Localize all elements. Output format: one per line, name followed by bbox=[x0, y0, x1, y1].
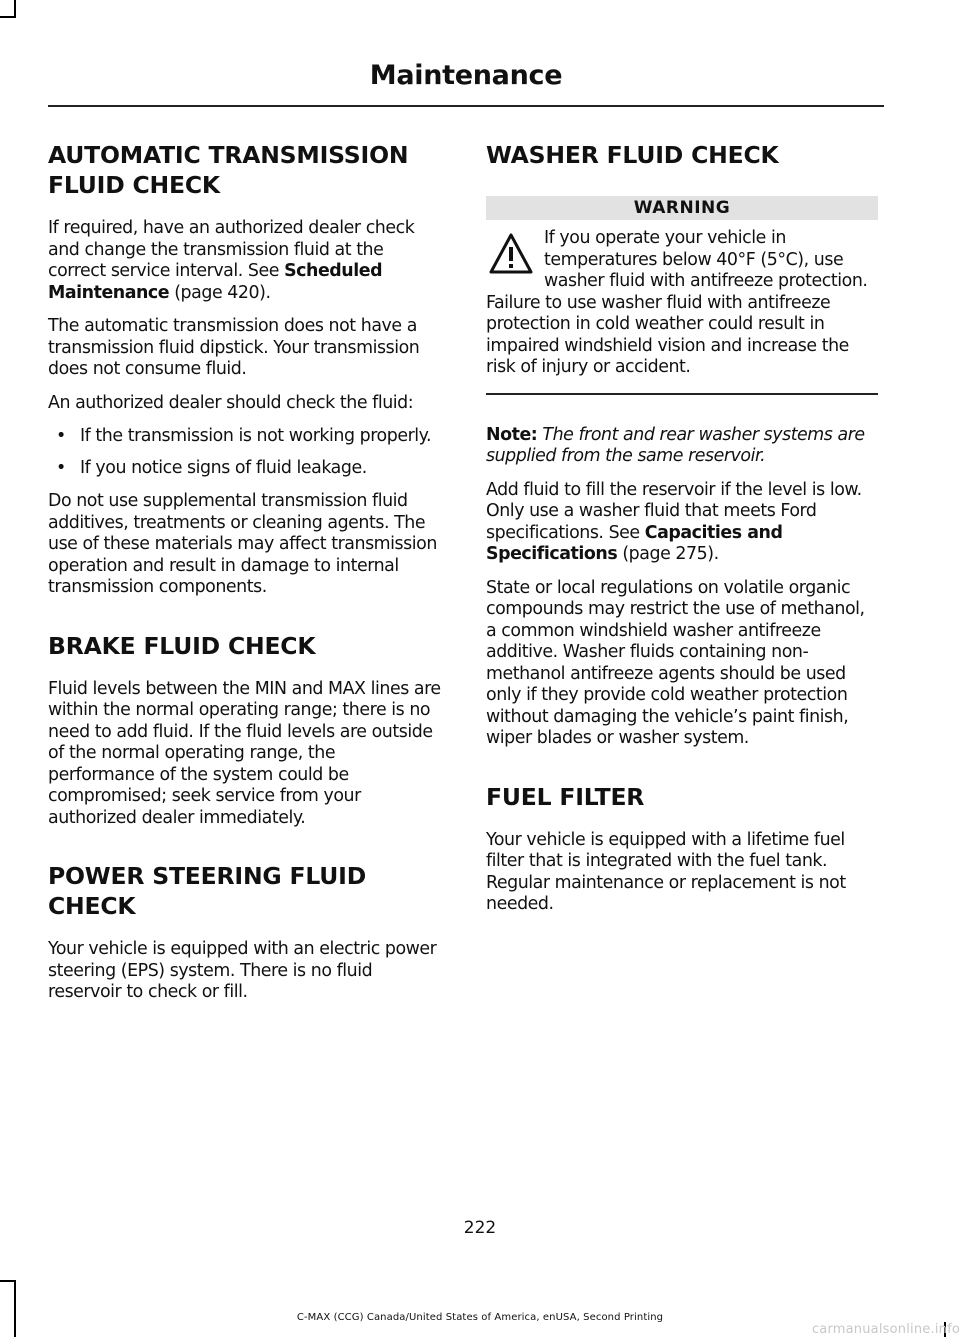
washer-paragraph-2: State or local regulations on volatile organic compounds may restrict the use of methanol, a common windshield washer antifreeze additive. Washer fluids containing non-methanol antifreeze agents should be used only if they provide cold weather protection without damaging the vehicle’s paint finish, wiper blades or washer system. bbox=[486, 577, 865, 748]
list-item bbox=[48, 458, 446, 480]
steering-heading bbox=[48, 861, 446, 921]
capacities-specifications-link[interactable]: Capacities and Specifications bbox=[486, 522, 783, 564]
fuel-filter-paragraph-1: Your vehicle is equipped with a lifetime fuel filter that is integrated with the fuel tank. Regular maintenance or replacement is not needed. bbox=[486, 829, 846, 914]
transmission-heading bbox=[48, 140, 446, 200]
edition-footer: C-MAX (CCG) Canada/United States of America, enUSA, Second Printing bbox=[296, 1312, 664, 1323]
transmission-heading-line2: FLUID CHECK bbox=[48, 171, 220, 199]
section-washer-fluid-check bbox=[486, 140, 878, 750]
transmission-paragraph-2: The automatic transmission does not have a transmission fluid dipstick. Your transmission does not consume fluid. bbox=[48, 316, 420, 379]
section-power-steering-fluid-check bbox=[48, 861, 446, 1004]
bullet-icon: • bbox=[56, 426, 66, 446]
transmission-paragraph-4: Do not use supplemental transmission fluid additives, treatments or cleaning agents. The use of these materials may affect transmission operation and result in damage to internal transmission components. bbox=[48, 491, 437, 597]
list-item-text: If the transmission is not working properly. bbox=[80, 426, 432, 446]
section-gap bbox=[48, 841, 446, 861]
right-column bbox=[486, 140, 878, 928]
steering-heading-line2: CHECK bbox=[48, 892, 136, 920]
section-fuel-filter bbox=[486, 782, 878, 916]
transmission-heading-line1: AUTOMATIC TRANSMISSION bbox=[48, 141, 409, 169]
washer-p1-page: (page 275). bbox=[617, 544, 719, 564]
crop-mark-top-left-horizontal bbox=[0, 16, 16, 18]
page-number: 222 bbox=[463, 1218, 497, 1238]
section-gap bbox=[48, 611, 446, 631]
note-text: The front and rear washer systems are supplied from the same reservoir. bbox=[486, 424, 865, 466]
warning-rule bbox=[486, 393, 878, 395]
transmission-p1-page: (page 420). bbox=[169, 282, 271, 303]
crop-mark-bottom-left-vertical bbox=[14, 1280, 16, 1337]
page-title: Maintenance bbox=[369, 60, 563, 91]
transmission-p1-text: If required, have an authorized dealer check and change the transmission fluid at the correct service interval. See bbox=[48, 218, 415, 281]
list-item bbox=[48, 426, 446, 448]
warning-box bbox=[486, 196, 878, 395]
section-brake-fluid-check bbox=[48, 631, 446, 830]
washer-paragraph-1 bbox=[486, 480, 878, 566]
list-item-text: If you notice signs of fluid leakage. bbox=[80, 457, 367, 478]
section-transmission-fluid-check bbox=[48, 140, 446, 599]
transmission-paragraph-3: An authorized dealer should check the fluid: bbox=[48, 392, 414, 413]
transmission-paragraph-1 bbox=[48, 218, 446, 304]
warning-triangle-icon bbox=[488, 232, 534, 276]
steering-heading-line1: POWER STEERING FLUID bbox=[48, 862, 367, 890]
crop-mark-bottom-left-horizontal bbox=[0, 1280, 16, 1282]
warning-title: WARNING bbox=[486, 196, 878, 220]
washer-note bbox=[486, 425, 878, 468]
bullet-icon: • bbox=[56, 457, 66, 478]
fuel-filter-heading: FUEL FILTER bbox=[486, 782, 645, 811]
washer-heading: WASHER FLUID CHECK bbox=[486, 141, 779, 169]
scheduled-maintenance-link[interactable]: Scheduled Maintenance bbox=[48, 261, 383, 303]
watermark-text: carmanualsonline.info bbox=[811, 1322, 960, 1337]
section-gap bbox=[486, 762, 878, 782]
warning-text: If you operate your vehicle in temperatures below 40°F (5°C), use washer fluid with antifreeze protection. Failure to use washer fluid with antifreeze protection in cold weather could result in impaired windshield vision and increase the risk of injury or accident. bbox=[486, 228, 868, 377]
brake-paragraph-1: Fluid levels between the MIN and MAX lines are within the normal operating range; there is no need to add fluid. If the fluid levels are outside of the normal operating range, the performance of the system could be compromised; seek service from your authorized dealer immediately. bbox=[48, 678, 441, 828]
note-label: Note: bbox=[486, 424, 538, 445]
header-rule bbox=[48, 105, 884, 107]
steering-paragraph-1: Your vehicle is equipped with an electric power steering (EPS) system. There is no fluid reservoir to check or fill. bbox=[48, 939, 437, 1002]
transmission-bullet-list bbox=[48, 426, 446, 479]
washer-p1-text: Add fluid to fill the reservoir if the level is low. Only use a washer fluid that meets Ford specifications. See bbox=[486, 479, 862, 543]
brake-heading: BRAKE FLUID CHECK bbox=[48, 631, 316, 660]
left-column bbox=[48, 140, 446, 1016]
